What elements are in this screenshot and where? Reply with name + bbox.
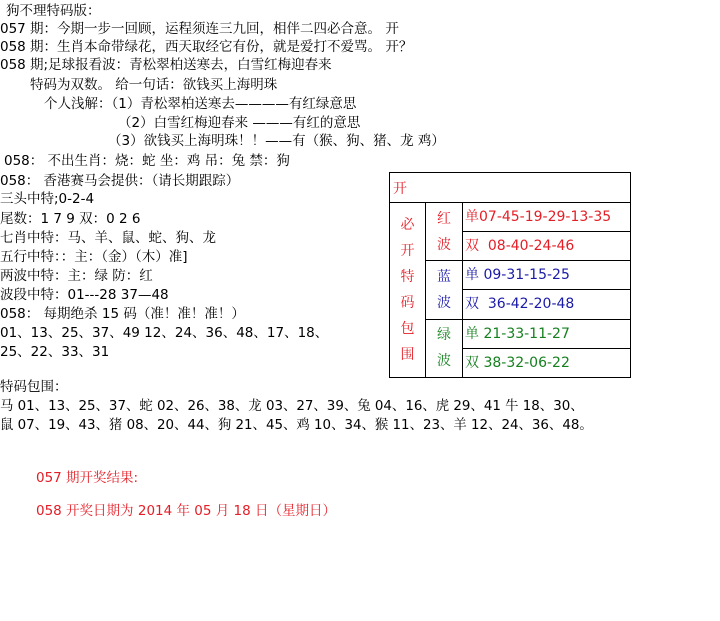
result-title: 057 期开奖结果: xyxy=(36,470,139,486)
green-wave-numbers xyxy=(463,319,631,377)
bao-line-1: 马 01、13、25、37、蛇 02、26、38、龙 03、27、39、兔 04、16、虎 29、41 牛 18、30、 xyxy=(0,399,584,414)
line-057-prediction: 057 期：今期一步一回顾，运程须连三九回，相伴二四必合意。 开 xyxy=(0,21,399,37)
green-even-row: 双 38-32-06-22 xyxy=(465,354,570,371)
line-no-zodiac: 058： 不出生肖：烧：蛇 坐：鸡 吊：兔 禁：狗 xyxy=(4,153,290,169)
line-hk-jockey: 058： 香港赛马会提供：（请长期跟踪） xyxy=(0,173,240,189)
line-five-elements: 五行中特：：主：（金）（木）准] xyxy=(0,249,188,265)
green-odd-row: 单 21-33-11-27 xyxy=(463,320,630,349)
blue-wave-numbers xyxy=(463,261,631,319)
line-seven-zodiac: 七肖中特：马、羊、鼠、蛇、狗、龙 xyxy=(0,230,216,246)
red-odd-row: 单07-45-19-29-13-35 xyxy=(463,203,630,232)
red-even-row: 双 08-40-24-46 xyxy=(465,238,575,255)
line-three-heads: 三头中特;0-2-4 xyxy=(0,191,95,207)
blue-even-row: 双 36-42-20-48 xyxy=(465,296,575,313)
red-wave-numbers xyxy=(463,203,631,261)
line-tail-numbers: 尾数：1 7 9 双：0 2 6 xyxy=(0,211,141,227)
wave-table xyxy=(389,172,631,378)
line-kill-15: 058： 每期绝杀 15 码（准！准！准！） xyxy=(0,306,245,322)
left-vertical-label: 必 开 特 码 包 围 xyxy=(390,203,426,378)
line-kill-numbers-1: 01、13、25、37、49 12、24、36、48、17、18、 xyxy=(0,325,329,341)
green-wave-label: 绿 波 xyxy=(426,319,463,377)
red-wave-label: 红 波 xyxy=(426,203,463,261)
page-title: 狗不理特码版： xyxy=(6,3,101,19)
line-058-football: 058 期;足球报看波：青松翠柏送寒去，白雪红梅迎春来 xyxy=(0,57,332,73)
bao-line-2: 鼠 07、19、43、猪 08、20、44、狗 21、45、鸡 10、34、猴 11、23、羊 12、24、36、48。 xyxy=(0,418,593,433)
line-interpret-2: （2）白雪红梅迎春来 ———有红的意思 xyxy=(118,115,361,131)
line-kill-numbers-2: 25、22、33、31 xyxy=(0,344,110,360)
line-interpret-1: 个人浅解：（1）青松翠柏送寒去————有红绿意思 xyxy=(44,96,357,112)
line-interpret-3: （3）欲钱买上海明珠！！——有（猴、狗、猪、龙 鸡） xyxy=(108,133,445,149)
bao-title: 特码包围： xyxy=(0,379,68,395)
line-even-hint: 特码为双数。 给一句话：欲钱买上海明珠 xyxy=(30,77,278,93)
table-header: 开 xyxy=(390,173,631,203)
blue-wave-label: 蓝 波 xyxy=(426,261,463,319)
line-two-waves: 两波中特：主：绿 防：红 xyxy=(0,268,153,284)
line-band: 波段中特：01---28 37—48 xyxy=(0,287,169,303)
blue-odd-row: 单 09-31-15-25 xyxy=(463,261,630,290)
line-058-prediction: 058 期：生肖本命带绿花，西天取经它有份，就是爱打不爱骂。 开？ xyxy=(0,39,413,55)
next-draw-date: 058 开奖日期为 2014 年 05 月 18 日（星期日） xyxy=(36,503,337,519)
